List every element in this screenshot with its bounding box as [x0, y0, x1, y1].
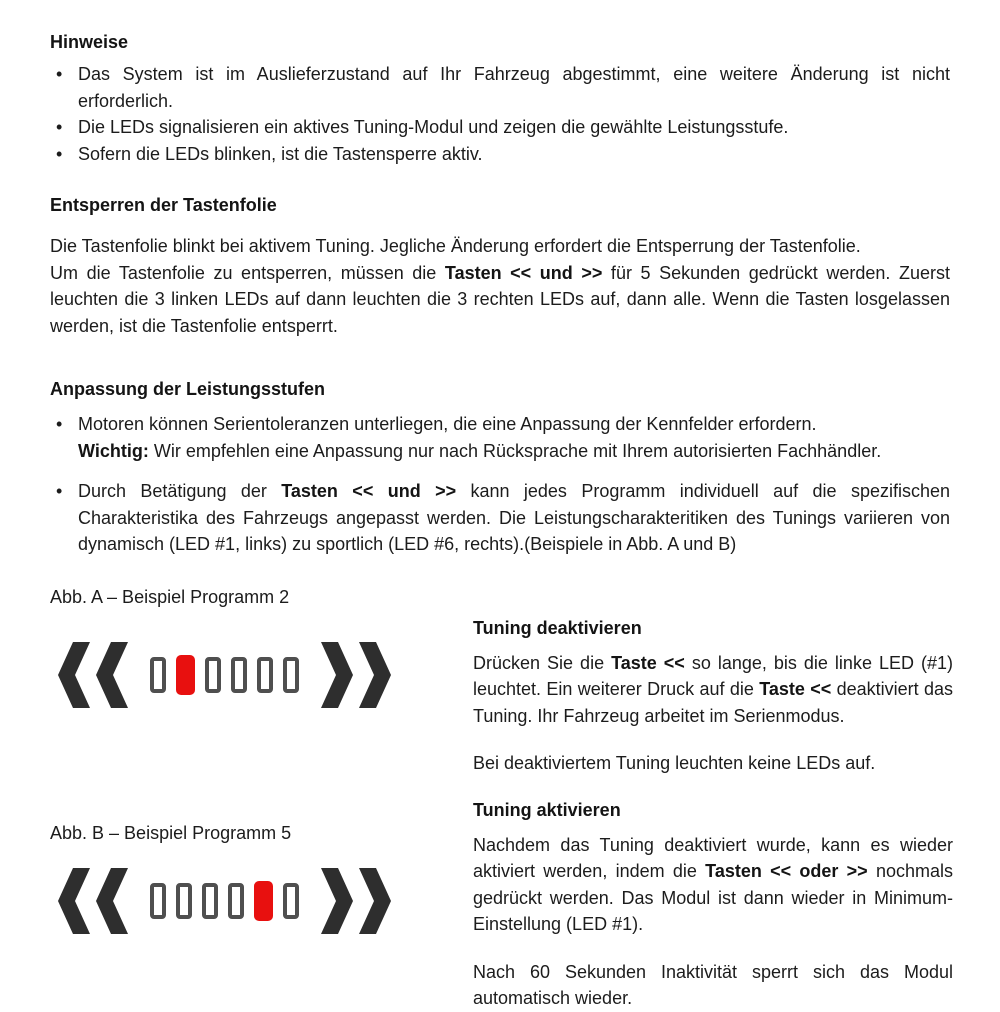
list-item-text: Das System ist im Auslieferzustand auf Ihr Fahrzeug abgestimmt, eine weitere Änderung ist nicht erforderlich.	[78, 64, 950, 111]
double-chevron-right-icon	[321, 868, 391, 934]
led-1-off	[150, 657, 166, 693]
led-6-off	[283, 657, 299, 693]
paragraph: Bei deaktiviertem Tuning leuchten keine LEDs auf.	[473, 753, 876, 773]
led-2-active	[176, 655, 195, 695]
paragraph: Nach 60 Sekunden Inaktivität sperrt sich das Modul automatisch wieder.	[473, 961, 953, 1008]
double-chevron-left-icon	[58, 868, 128, 934]
figure-a-led-display	[58, 642, 391, 708]
led-2-off	[176, 883, 192, 919]
instructions-column	[473, 616, 953, 1012]
list-item-text: Die LEDs signalisieren ein aktives Tuning-Modul und zeigen die gewählte Leistungsstufe.	[78, 117, 789, 137]
list-item-text: Motoren können Serientoleranzen unterliegen, die eine Anpassung der Kennfelder erfordern.	[78, 414, 817, 434]
led-1-off	[150, 883, 166, 919]
section-title-entsperren: Entsperren der Tastenfolie	[50, 195, 277, 215]
bullet-glyph: •	[56, 143, 63, 164]
led-row	[150, 655, 299, 695]
list-item	[50, 114, 950, 141]
section-entsperren	[50, 193, 950, 339]
figure-b-led-display	[58, 868, 391, 934]
section-title-hinweise: Hinweise	[50, 32, 129, 52]
paragraph: Die Tastenfolie blinkt bei aktivem Tuning. Jegliche Änderung erfordert die Entsperrung der Tastenfolie.	[50, 236, 861, 256]
hinweise-list	[50, 61, 950, 167]
figure-a-label: Abb. A – Beispiel Programm 2	[50, 586, 290, 607]
section-hinweise	[50, 30, 950, 167]
led-4-off	[228, 883, 244, 919]
list-item-text: Wichtig: Wir empfehlen eine Anpassung nur nach Rücksprache mit Ihrem autorisierten Fachhändler.	[78, 440, 882, 461]
figures-and-instructions	[50, 558, 953, 1008]
led-5-active	[254, 881, 273, 921]
double-chevron-left-icon	[58, 642, 128, 708]
list-item-text: Durch Betätigung der Tasten << und >> kann jedes Programm individuell auf die spezifischen Charakteristika des Fahrzeugs angepasst werden. Die Leistungscharakteritiken des Tunings variieren von dynamisch (LED #1, links) zu sportlich (LED #6, rechts).(Beispiele in Abb. A und B)	[78, 481, 950, 554]
led-3-off	[205, 657, 221, 693]
double-chevron-right-icon	[321, 642, 391, 708]
list-item	[50, 411, 950, 464]
paragraph: Um die Tastenfolie zu entsperren, müssen die Tasten << und >> für 5 Sekunden gedrückt werden. Zuerst leuchten die 3 linken LEDs auf dann leuchten die 3 rechten LEDs auf, dann alle. Wenn die Tasten losgelassen werden, ist die Tastenfolie entsperrt.	[50, 262, 950, 336]
led-row	[150, 881, 299, 921]
led-6-off	[283, 883, 299, 919]
bullet-glyph: •	[56, 117, 63, 137]
bullet-glyph: •	[56, 414, 63, 434]
section-anpassung	[50, 377, 950, 558]
section-title-tuning-deaktivieren: Tuning deaktivieren	[473, 617, 642, 638]
led-5-off	[257, 657, 273, 693]
list-item	[50, 478, 950, 558]
anpassung-list	[50, 411, 950, 558]
list-item	[50, 61, 950, 114]
bullet-glyph: •	[56, 481, 63, 501]
bullet-glyph: •	[56, 64, 63, 84]
paragraph: Drücken Sie die Taste << so lange, bis die linke LED (#1) leuchtet. Ein weiterer Druck auf die Taste << deaktiviert das Tuning. Ihr Fahrzeug arbeitet im Serienmodus.	[473, 652, 953, 726]
paragraph: Nachdem das Tuning deaktiviert wurde, kann es wieder aktiviert werden, indem die Tasten << oder >> nochmals gedrückt werden. Das Modul ist dann wieder in Minimum-Einstellung (LED #1).	[473, 834, 953, 934]
section-title-anpassung: Anpassung der Leistungsstufen	[50, 379, 326, 399]
led-3-off	[202, 883, 218, 919]
list-item-text: Sofern die LEDs blinken, ist die Tastensperre aktiv.	[78, 143, 483, 164]
figure-b-label: Abb. B – Beispiel Programm 5	[50, 822, 292, 843]
list-item	[50, 141, 950, 168]
section-title-tuning-aktivieren: Tuning aktivieren	[473, 799, 621, 820]
led-4-off	[231, 657, 247, 693]
